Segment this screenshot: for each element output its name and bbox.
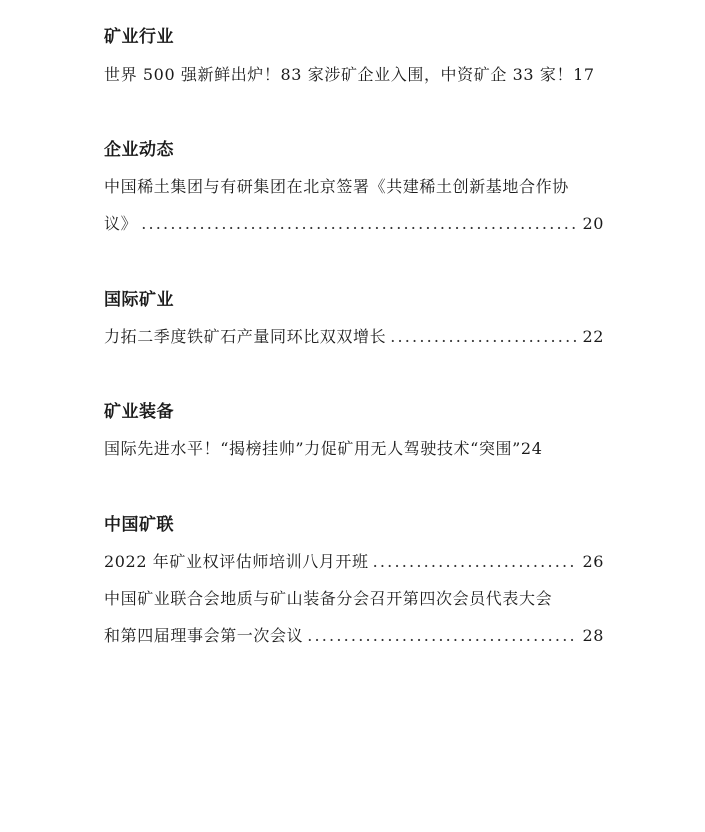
toc-entry-title: 世界 500 强新鲜出炉！83 家涉矿企业入围，中资矿企 33 家！17 (104, 65, 595, 84)
toc-section-china-mining-association (104, 514, 604, 645)
toc-entry-title: 中国矿业联合会地质与矿山装备分会召开第四次会员代表大会 (104, 589, 553, 608)
toc-entry[interactable] (104, 588, 604, 610)
toc-entry[interactable] (104, 64, 604, 86)
toc-page-number: 22 (582, 327, 604, 346)
toc-entry-title: 中国稀土集团与有研集团在北京签署《共建稀土创新基地合作协 (104, 177, 569, 196)
toc-entry[interactable] (104, 438, 604, 460)
section-heading: 国际矿业 (104, 290, 174, 310)
dot-leader (141, 213, 576, 235)
toc-page-number: 20 (582, 214, 604, 233)
toc-entry[interactable] (104, 326, 604, 348)
toc-page-number: 26 (582, 552, 604, 571)
toc-page-number: 28 (582, 626, 604, 645)
dot-leader (307, 625, 576, 647)
toc-entry[interactable] (104, 176, 604, 198)
toc-entry[interactable] (104, 551, 604, 573)
toc-entry-title: 力拓二季度铁矿石产量同环比双双增长 (104, 327, 387, 346)
toc-entry-title: 议》 (104, 214, 138, 233)
section-heading: 企业动态 (104, 140, 174, 160)
toc-entry-title: 国际先进水平！“揭榜挂帅”力促矿用无人驾驶技术“突围”24 (104, 439, 543, 458)
section-heading: 矿业行业 (104, 27, 174, 47)
toc-section-mining-equipment (104, 401, 604, 458)
toc-section-mining-industry (104, 26, 604, 84)
toc-entry-continuation[interactable] (104, 625, 604, 647)
toc-entry-title: 和第四届理事会第一次会议 (104, 626, 304, 645)
section-heading: 中国矿联 (104, 515, 174, 535)
dot-leader (390, 326, 576, 348)
dot-leader (373, 551, 577, 573)
toc-section-international-mining (104, 289, 604, 346)
toc-entry-title: 2022 年矿业权评估师培训八月开班 (104, 552, 369, 571)
toc-entry-continuation[interactable] (104, 213, 604, 235)
toc-section-company-news (104, 139, 604, 233)
section-heading: 矿业装备 (104, 402, 174, 422)
